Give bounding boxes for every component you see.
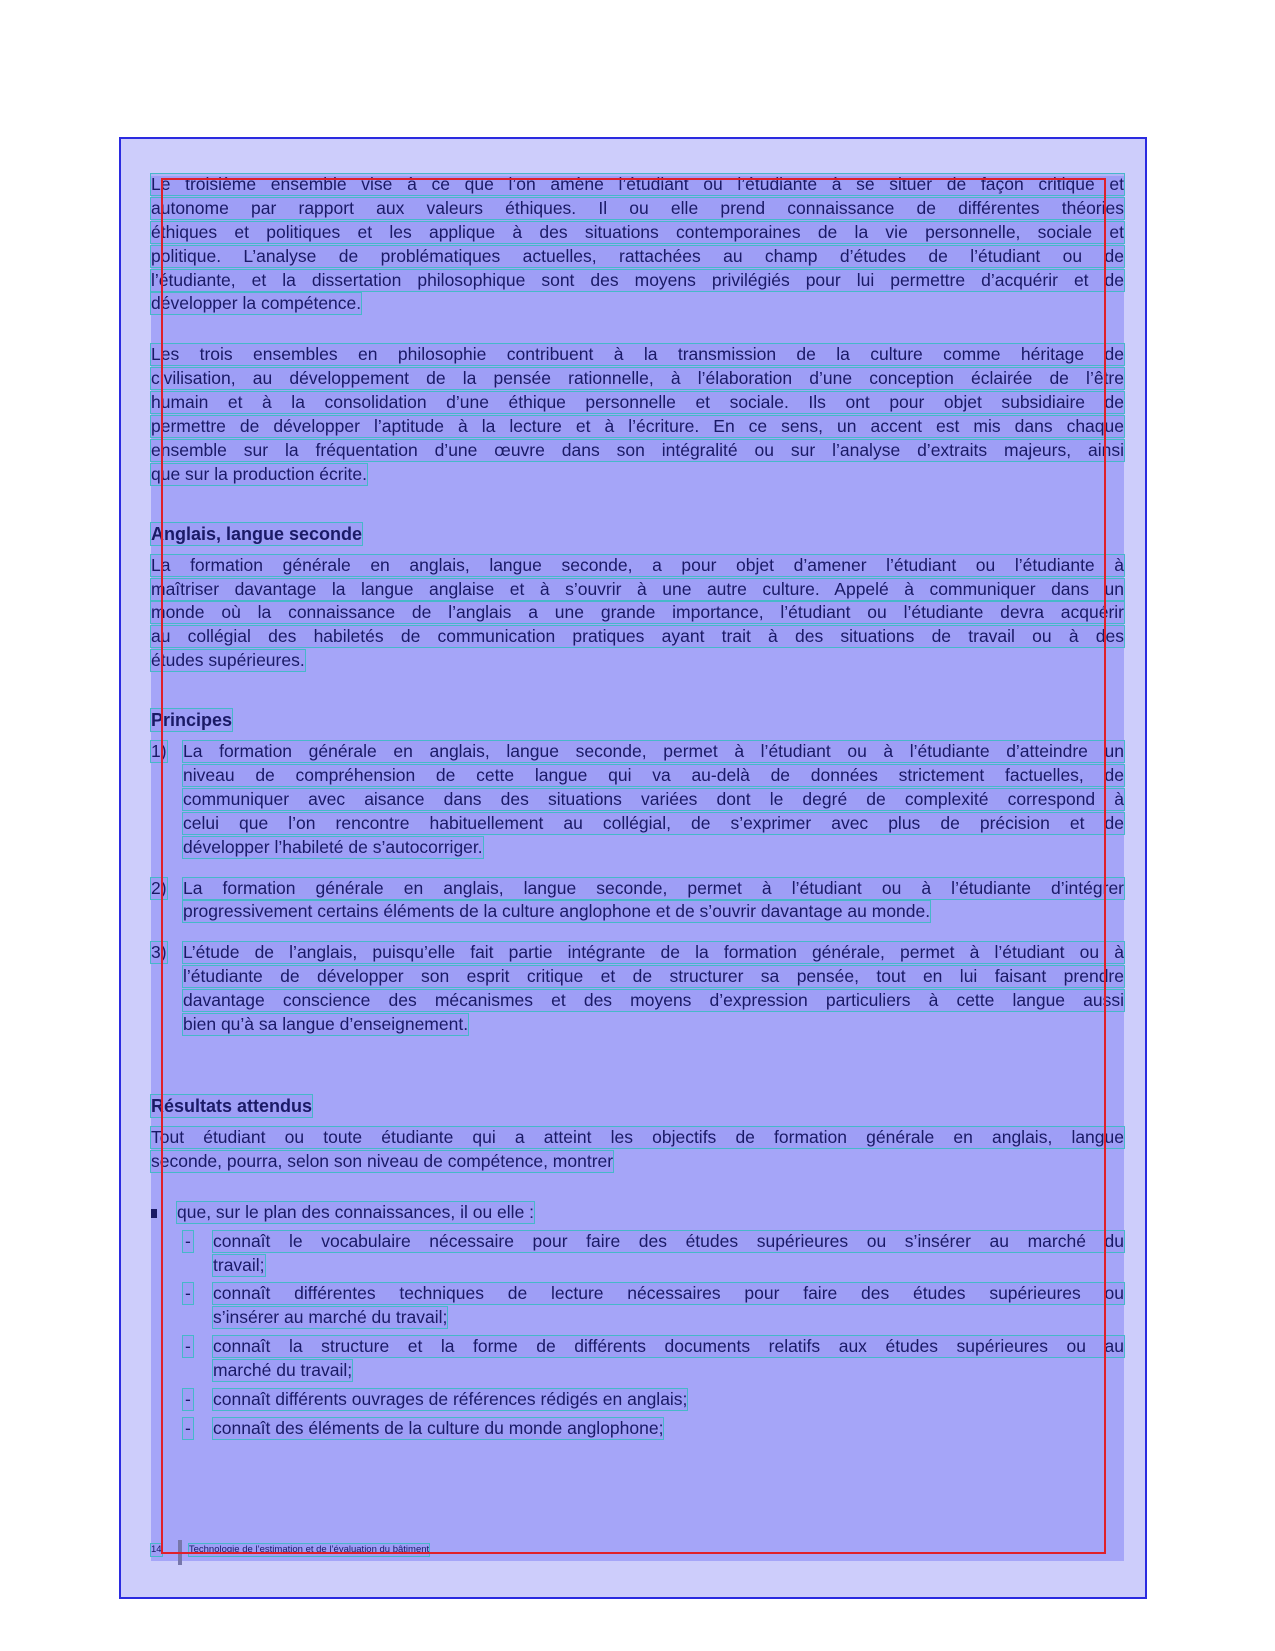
text-line: connaît différentes techniques de lecture nécessaires pour faire des études supérieures ou (213, 1283, 1124, 1304)
text-line: La formation générale en anglais, langue seconde, permet à l’étudiant ou à l’étudiante d’atteindre un (183, 741, 1124, 762)
text-line: marché du travail; (213, 1360, 353, 1381)
text-line: politique. L’analyse de problématiques actuelles, rattachées au champ d’études de l’étudiant ou de (151, 245, 1124, 266)
text-line: Tout étudiant ou toute étudiante qui a atteint les objectifs de formation générale en anglais, langue (151, 1126, 1124, 1147)
dash-marker: - (185, 1230, 191, 1251)
text-line: bien qu’à sa langue d’enseignement. (183, 1014, 469, 1035)
text-line: monde où la connaissance de l’anglais a une grande importance, l’étudiant ou l’étudiante devra acquérir (151, 602, 1124, 623)
text-line: travail; (213, 1254, 265, 1275)
text-line: au collégial des habiletés de communication pratiques ayant trait à des situations de travail ou à des (151, 626, 1124, 647)
heading-principes: Principes (151, 710, 233, 731)
text-line: davantage conscience des mécanismes et des moyens d’expression particuliers à cette langue aussi (183, 990, 1124, 1011)
text-line: Le troisième ensemble vise à ce que l’on amène l’étudiant ou l’étudiante à se situer de façon critique et (151, 174, 1124, 194)
principle-item (151, 942, 1124, 1043)
page-footer (151, 1544, 429, 1556)
text-line: civilisation, au développement de la pensée rationnelle, à l’élaboration d’une conception éclairée de l’être (151, 368, 1124, 389)
text-line: développer l’habileté de s’autocorriger. (183, 836, 483, 857)
item-number: 2) (151, 877, 167, 898)
text-line: celui que l’on rencontre habituellement au collégial, de s’exprimer avec plus de précision et de (183, 812, 1124, 833)
text-line: humain et à la consolidation d’une éthique personnelle et sociale. Ils ont pour objet subsidiaire de (151, 392, 1124, 413)
knowledge-list (151, 1231, 1124, 1447)
text-line: s’insérer au marché du travail; (213, 1307, 448, 1328)
text-line: communiquer avec aisance dans des situations variées dont le degré de complexité correspond à (183, 788, 1124, 809)
paragraph-english-intro (151, 555, 1124, 679)
text-line: ensemble sur la fréquentation d’une œuvre dans son intégralité ou sur l’analyse d’extraits majeurs, ainsi (151, 439, 1124, 460)
list-item (151, 1336, 1124, 1389)
list-item (151, 1283, 1124, 1336)
bullet-item (151, 1202, 1124, 1231)
list-item (151, 1418, 1124, 1447)
dash-marker: - (185, 1388, 191, 1409)
text-line: niveau de compréhension de cette langue qui va au-delà de données strictement factuelles, de (183, 765, 1124, 786)
bullet-icon (151, 1209, 157, 1218)
text-line: Les trois ensembles en philosophie contribuent à la transmission de la culture comme héritage de (151, 344, 1124, 365)
paragraph-results-intro (151, 1127, 1124, 1180)
text-line: La formation générale en anglais, langue seconde, permet à l’étudiant ou à l’étudiante d’intégrer (183, 877, 1124, 898)
footer-divider (178, 1540, 182, 1565)
heading-resultats: Résultats attendus (151, 1095, 313, 1116)
paragraph-philosophy-third-set (151, 174, 1124, 322)
text-line: connaît le vocabulaire nécessaire pour faire des études supérieures ou s’insérer au marché du (213, 1230, 1124, 1251)
principle-item (151, 878, 1124, 931)
text-line: l’étudiante, et la dissertation philosophique sont des moyens privilégiés pour lui permettre d’acquérir et de (151, 269, 1124, 290)
item-number: 1) (151, 741, 167, 762)
dash-marker: - (185, 1336, 191, 1357)
text-line: que, sur le plan des connaissances, il ou elle : (177, 1201, 535, 1222)
text-line: l’étudiante de développer son esprit critique et de structurer sa pensée, tout en lui faisant prendre (183, 966, 1124, 987)
footer-title: Technologie de l’estimation et de l’évaluation du bâtiment (188, 1544, 430, 1555)
list-item (151, 1389, 1124, 1418)
dash-marker: - (185, 1283, 191, 1304)
text-line: L’étude de l’anglais, puisqu’elle fait partie intégrante de la formation générale, permet à l’étudiant ou à (183, 942, 1124, 963)
text-line: maîtriser davantage la langue anglaise et à s’ouvrir à une autre culture. Appelé à communiquer dans un (151, 578, 1124, 599)
text-line: seconde, pourra, selon son niveau de compétence, montrer (151, 1150, 614, 1171)
text-line: permettre de développer l’aptitude à la lecture et à l’écriture. En ce sens, un accent est mis dans chaque (151, 416, 1124, 437)
principles-list (151, 741, 1124, 1043)
document-body (151, 174, 1124, 1447)
dash-marker: - (185, 1417, 191, 1438)
text-line: développer la compétence. (151, 293, 362, 314)
text-line: La formation générale en anglais, langue seconde, a pour objet d’amener l’étudiant ou l’étudiante à (151, 554, 1124, 575)
heading-anglais: Anglais, langue seconde (151, 523, 363, 544)
text-line: études supérieures. (151, 650, 305, 671)
text-line: progressivement certains éléments de la culture anglophone et de s’ouvrir davantage au monde. (183, 901, 931, 922)
principle-item (151, 741, 1124, 865)
list-item (151, 1231, 1124, 1284)
text-line: éthiques et politiques et les applique à des situations contemporaines de la vie personnelle, sociale et (151, 221, 1124, 242)
text-line: autonome par rapport aux valeurs éthiques. Il ou elle prend connaissance de différentes théories (151, 197, 1124, 218)
text-line: que sur la production écrite. (151, 463, 367, 484)
page-number: 14 (151, 1544, 162, 1555)
text-line: connaît des éléments de la culture du monde anglophone; (213, 1417, 664, 1438)
paragraph-philosophy-summary (151, 344, 1124, 492)
text-line: connaît différents ouvrages de références rédigés en anglais; (213, 1388, 688, 1409)
item-number: 3) (151, 942, 167, 963)
text-line: connaît la structure et la forme de différents documents relatifs aux études supérieures ou au (213, 1336, 1124, 1357)
